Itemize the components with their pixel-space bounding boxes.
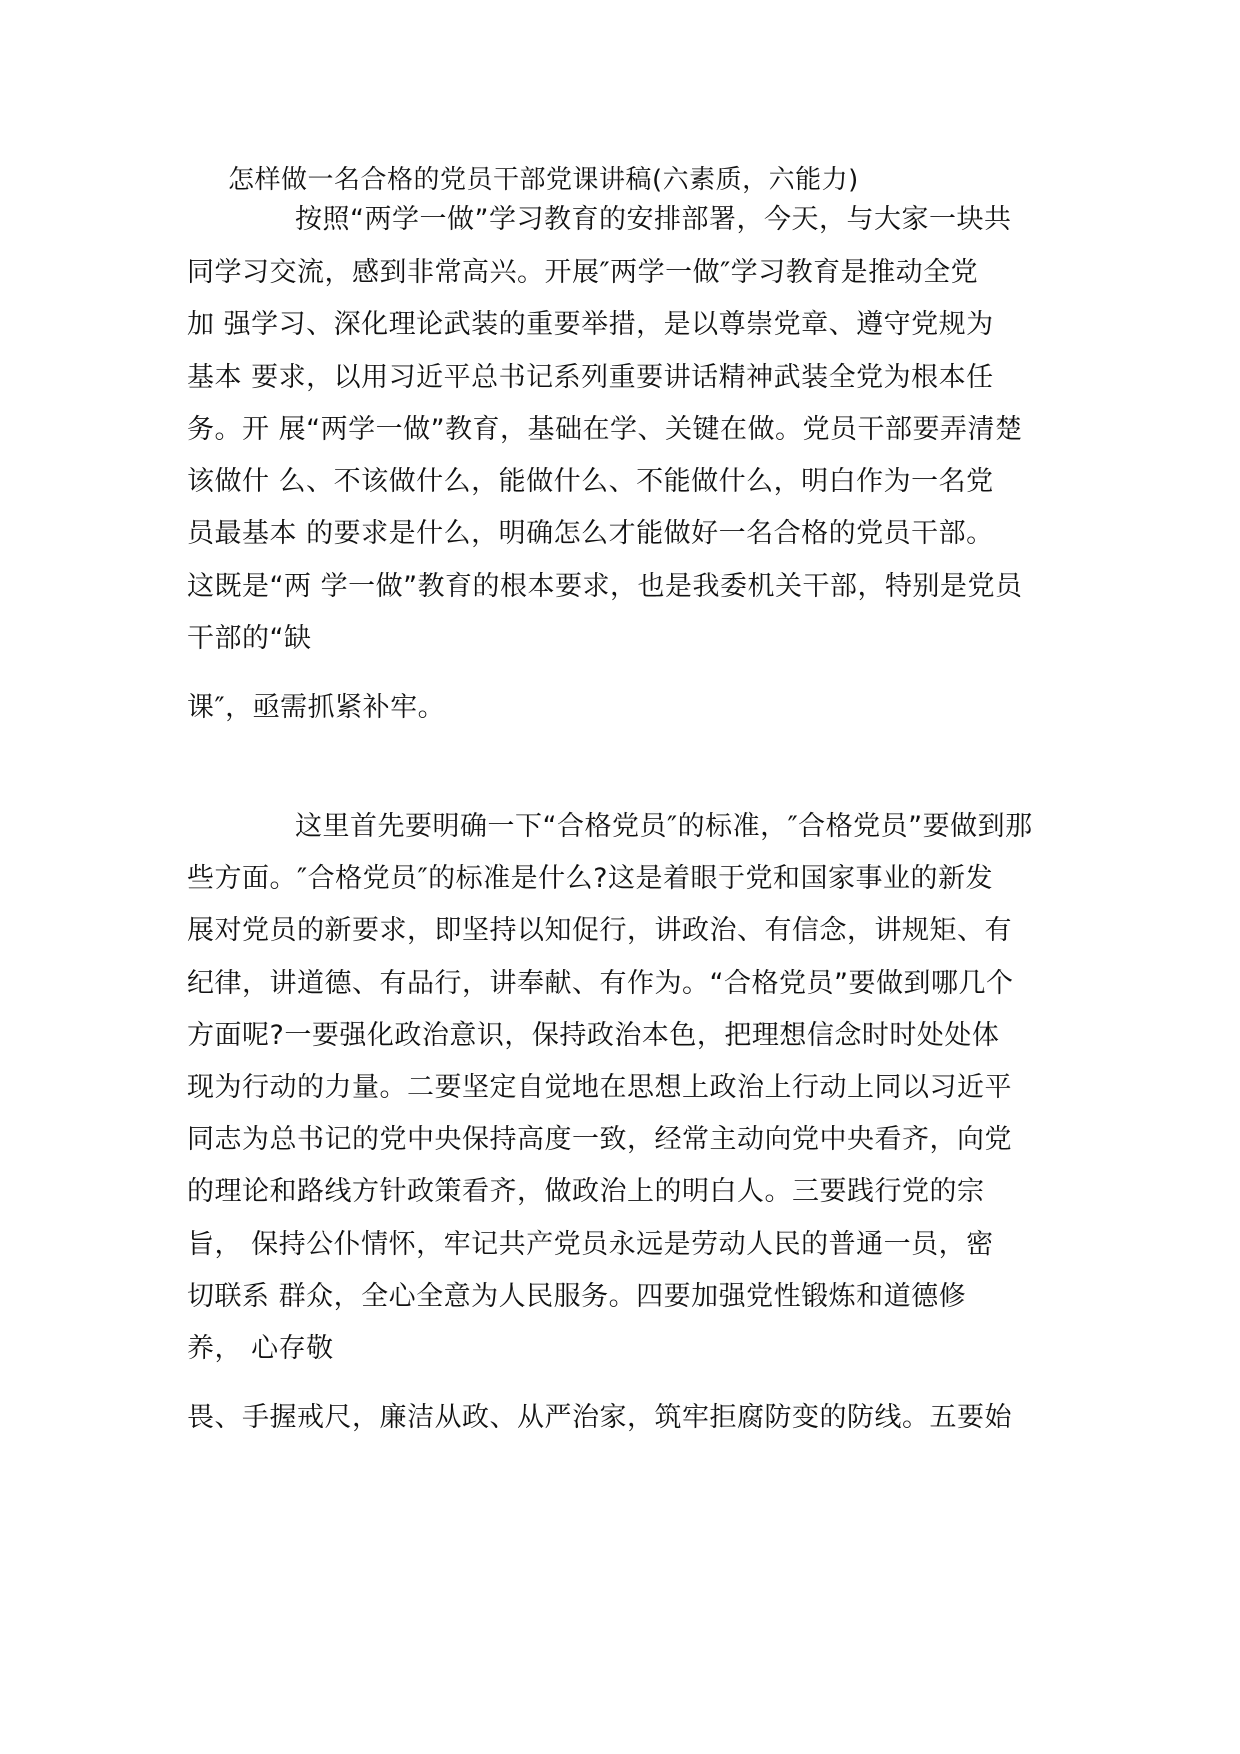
- paragraph-line: 展对党员的新要求，即坚持以知促行，讲政治、有信念，讲规矩、有: [187, 915, 1012, 946]
- paragraph-line: 方面呢?一要强化政治意识，保持政治本色，把理想信念时时处处体: [187, 1020, 1000, 1051]
- paragraph-line: 同志为总书记的党中央保持高度一致，经常主动向党中央看齐，向党: [187, 1124, 1012, 1155]
- document-title: 怎样做一名合格的党员干部党课讲稿(六素质，六能力): [228, 165, 859, 195]
- paragraph-line: 现为行动的力量。二要坚定自觉地在思想上政治上行动上同以习近平: [187, 1072, 1012, 1103]
- paragraph-line: 旨， 保持公仆情怀，牢记共产党员永远是劳动人民的普通一员，密: [187, 1229, 994, 1260]
- paragraph-line: 纪律，讲道德、有品行，讲奉献、有作为。“合格党员”要做到哪几个: [187, 968, 1014, 999]
- paragraph-line: 这既是“两 学一做”教育的根本要求，也是我委机关干部，特别是党员: [187, 571, 1023, 602]
- paragraph-line: 加 强学习、深化理论武装的重要举措，是以尊崇党章、遵守党规为: [187, 309, 994, 340]
- paragraph-line: 务。开 展“两学一做”教育，基础在学、关键在做。党员干部要弄清楚: [187, 414, 1023, 445]
- paragraph-line: 切联系 群众，全心全意为人民服务。四要加强党性锻炼和道德修: [187, 1281, 967, 1312]
- paragraph-line: 这里首先要明确一下“合格党员″的标准，″合格党员”要做到那: [295, 811, 1033, 842]
- paragraph-line: 基本 要求，以用习近平总书记系列重要讲话精神武装全党为根本任: [187, 362, 994, 393]
- paragraph-line: 课″，亟需抓紧补牢。: [187, 692, 446, 723]
- paragraph-line: 员最基本 的要求是什么，明确怎么才能做好一名合格的党员干部。: [187, 518, 994, 549]
- paragraph-line: 畏、手握戒尺，廉洁从政、从严治家，筑牢拒腐防变的防线。五要始: [187, 1402, 1012, 1433]
- paragraph-line: 些方面。″合格党员″的标准是什么?这是着眼于党和国家事业的新发: [187, 863, 994, 894]
- paragraph-line: 干部的“缺: [187, 623, 312, 654]
- paragraph-line: 的理论和路线方针政策看齐，做政治上的明白人。三要践行党的宗: [187, 1176, 985, 1207]
- paragraph-line: 按照“两学一做”学习教育的安排部署，今天，与大家一块共: [295, 204, 1012, 235]
- paragraph-line: 养， 心存敬: [187, 1333, 334, 1364]
- paragraph-line: 该做什 么、不该做什么，能做什么、不能做什么，明白作为一名党: [187, 466, 994, 497]
- paragraph-line: 同学习交流，感到非常高兴。开展″两学一做″学习教育是推动全党: [187, 257, 979, 288]
